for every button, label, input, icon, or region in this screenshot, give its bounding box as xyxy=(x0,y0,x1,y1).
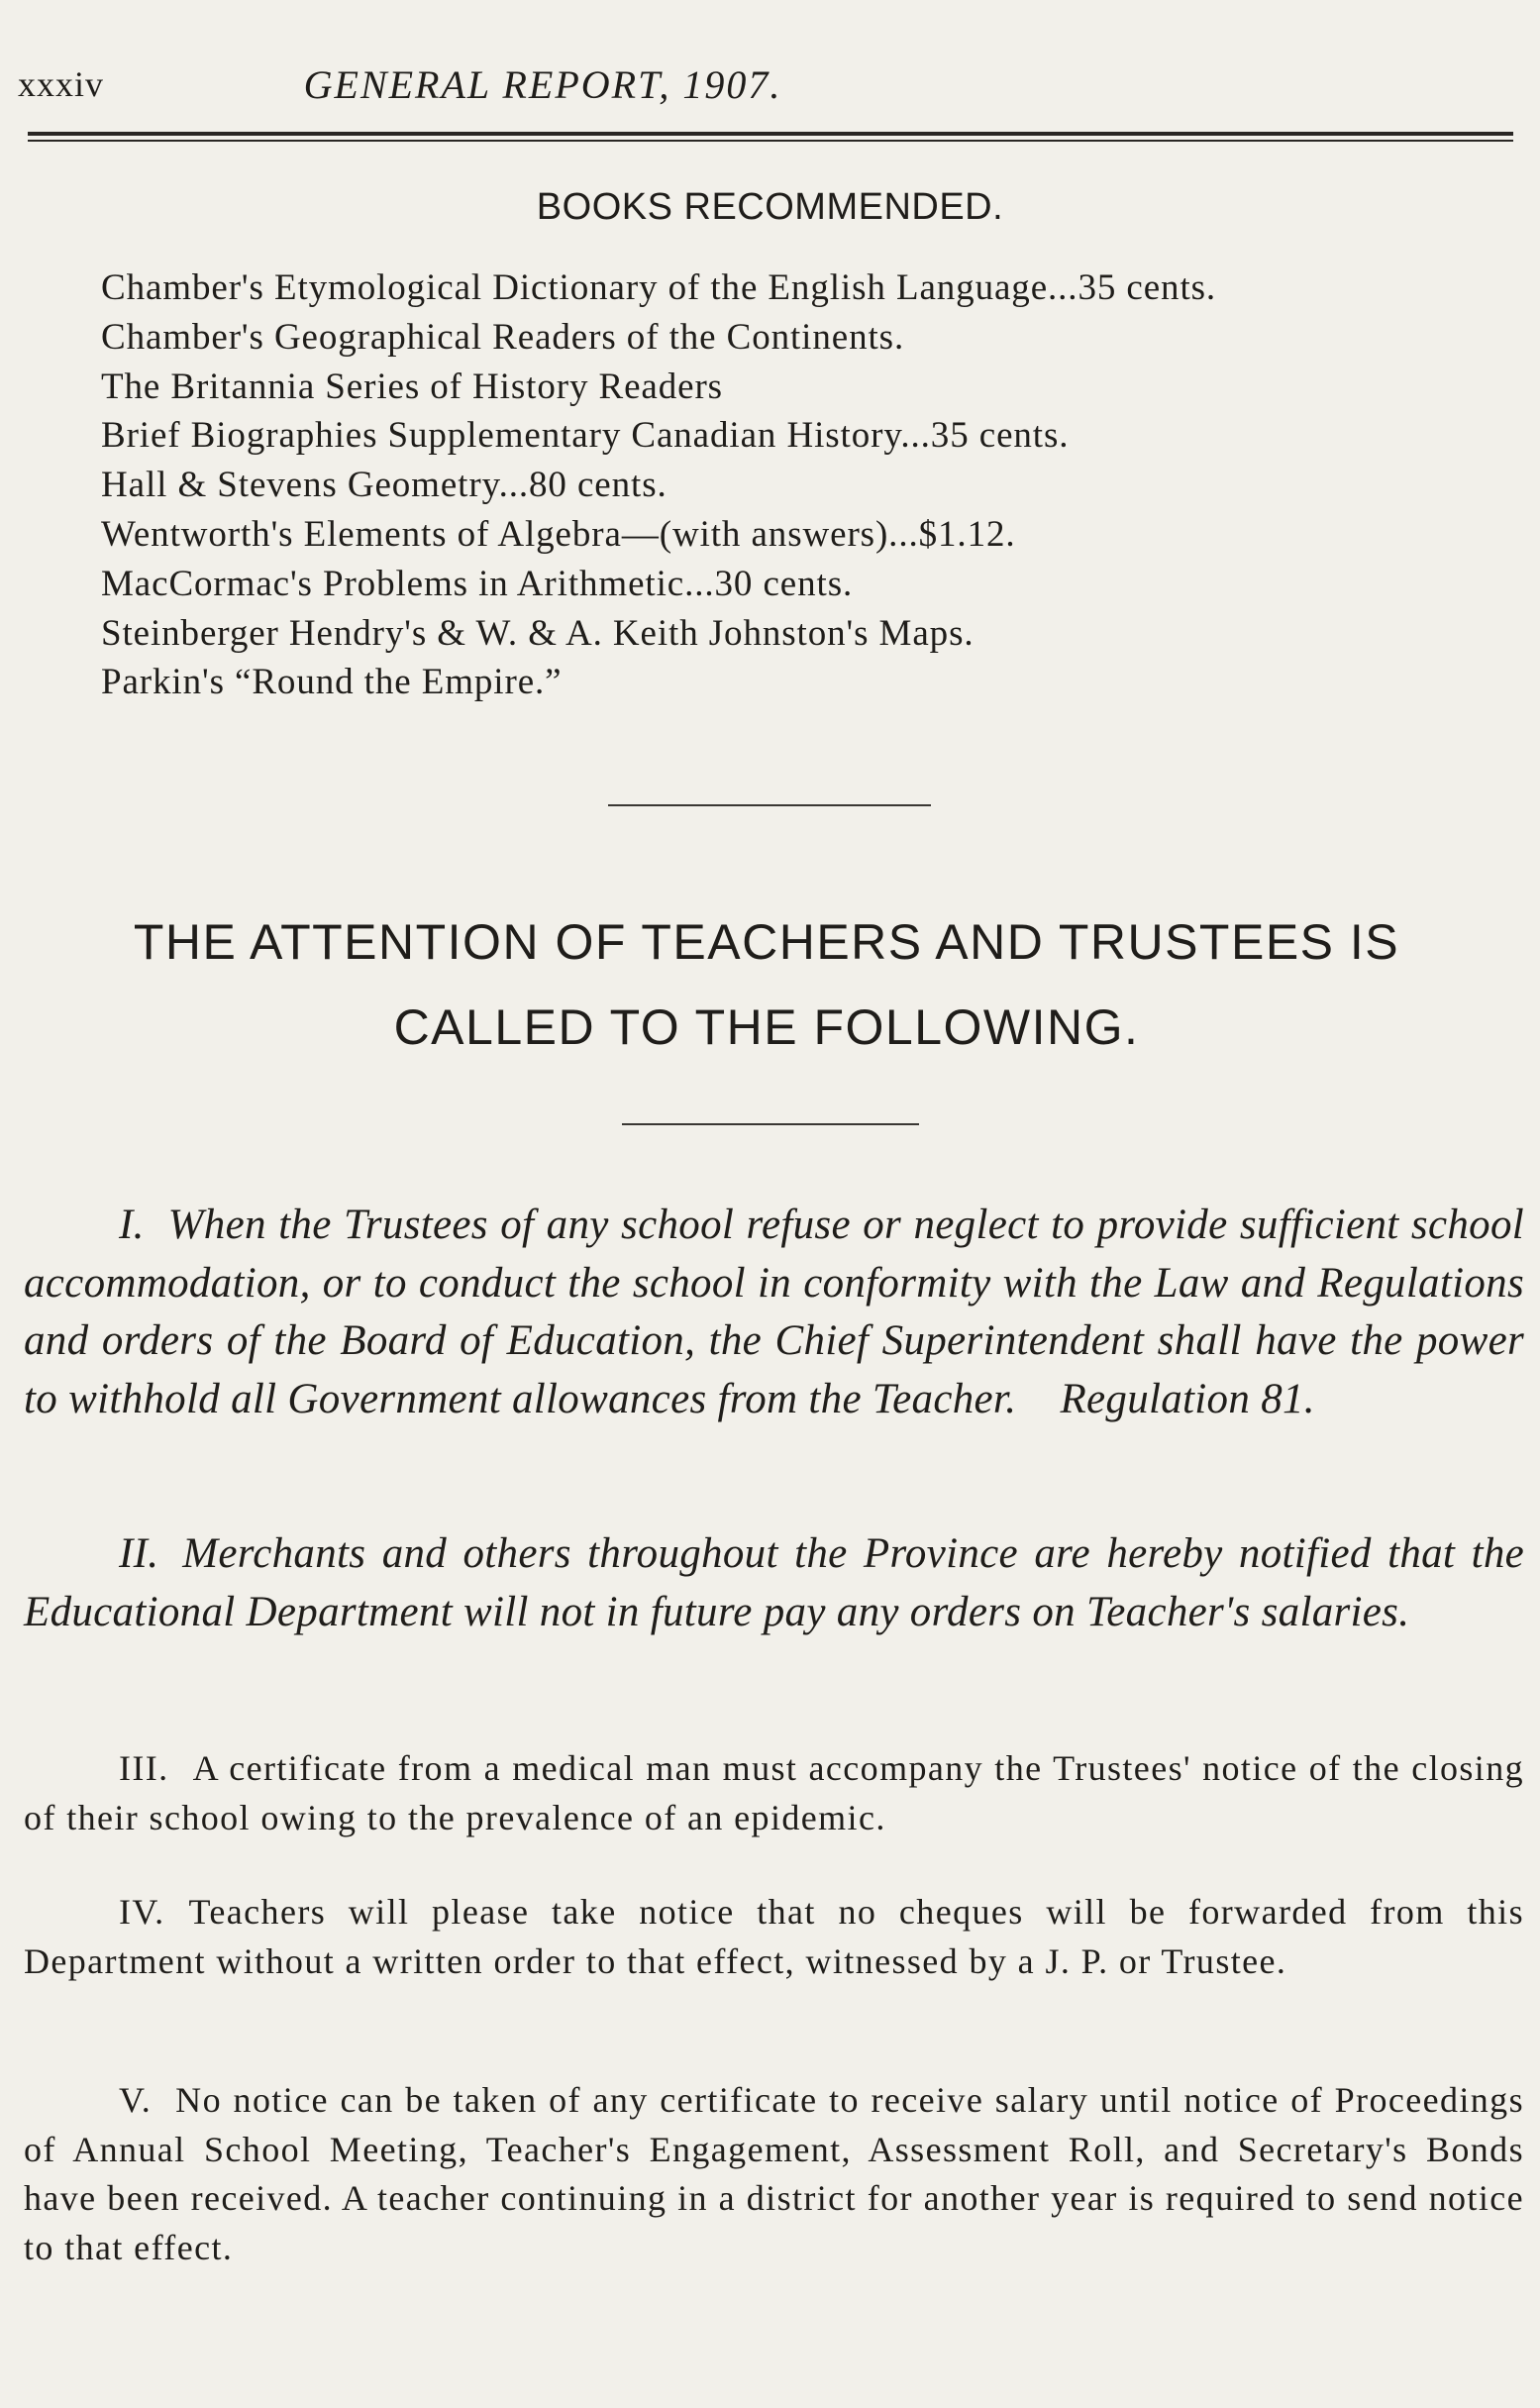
notice-number: IV. xyxy=(119,1892,165,1932)
book-item: Hall & Stevens Geometry...80 cents. xyxy=(101,465,667,506)
book-item: MacCormac's Problems in Arithmetic...30 cents. xyxy=(101,563,854,604)
notice-number: V. xyxy=(119,2080,153,2120)
attention-heading-line: THE ATTENTION OF TEACHERS AND TRUSTEES IS xyxy=(133,914,1400,970)
notice-text: When the Trustees of any school refuse or neglect to provide sufficient school accommodation, or to conduct the school in conformity with the Law and Regulations and orders of the Board of Education, the Chief Superintendent shall have the power to withhold all Government allowances from the Teacher. xyxy=(24,1202,1524,1422)
notice-text: Merchants and others throughout the Province are hereby notified that the Educational Department will not in future pay any orders on Teacher's salaries. xyxy=(24,1530,1524,1635)
notice-text: No notice can be taken of any certificate to receive salary until notice of Proceedings of Annual School Meeting, Teacher's Engagement, Assessment Roll, and Secretary's Bonds have been received. A teacher continuing in a district for another year is required to send notice to that effect. xyxy=(24,2080,1524,2267)
notice-5 xyxy=(24,2076,1524,2272)
book-item: Chamber's Etymological Dictionary of the English Language...35 cents. xyxy=(101,267,1217,308)
running-title: GENERAL REPORT, 1907. xyxy=(303,62,782,107)
books-list xyxy=(101,263,1527,707)
notice-1 xyxy=(24,1197,1524,1428)
running-head xyxy=(18,57,1518,107)
page-number: xxxiv xyxy=(18,64,105,104)
header-double-rule xyxy=(28,132,1513,142)
notice-text: Teachers will please take notice that no cheques will be forwarded from this Department without a written order to that effect, witnessed by a J. P. or Trustee. xyxy=(24,1892,1524,1981)
attention-heading xyxy=(14,899,1519,1070)
book-item: Brief Biographies Supplementary Canadian History...35 cents. xyxy=(101,415,1070,457)
attention-heading-line: CALLED TO THE FOLLOWING. xyxy=(393,999,1140,1055)
book-item: The Britannia Series of History Readers xyxy=(101,366,723,407)
notice-3 xyxy=(24,1744,1524,1842)
section-divider xyxy=(622,1123,919,1125)
notice-number: II. xyxy=(119,1530,159,1577)
notice-number: I. xyxy=(119,1202,145,1248)
notice-text: A certificate from a medical man must accompany the Trustees' notice of the closing of their school owing to the prevalence of an epidemic. xyxy=(24,1748,1524,1837)
book-item: Wentworth's Elements of Algebra—(with answers)...$1.12. xyxy=(101,513,1016,555)
books-heading: BOOKS RECOMMENDED. xyxy=(536,186,1004,228)
section-divider xyxy=(608,804,931,806)
notice-2 xyxy=(24,1525,1524,1641)
book-item: Chamber's Geographical Readers of the Continents. xyxy=(101,316,905,358)
book-item: Steinberger Hendry's & W. & A. Keith Johnston's Maps. xyxy=(101,612,975,654)
notice-reference: Regulation 81. xyxy=(1060,1375,1315,1422)
notice-4 xyxy=(24,1888,1524,1986)
notice-number: III. xyxy=(119,1748,169,1788)
book-item: Parkin's “Round the Empire.” xyxy=(101,662,563,703)
